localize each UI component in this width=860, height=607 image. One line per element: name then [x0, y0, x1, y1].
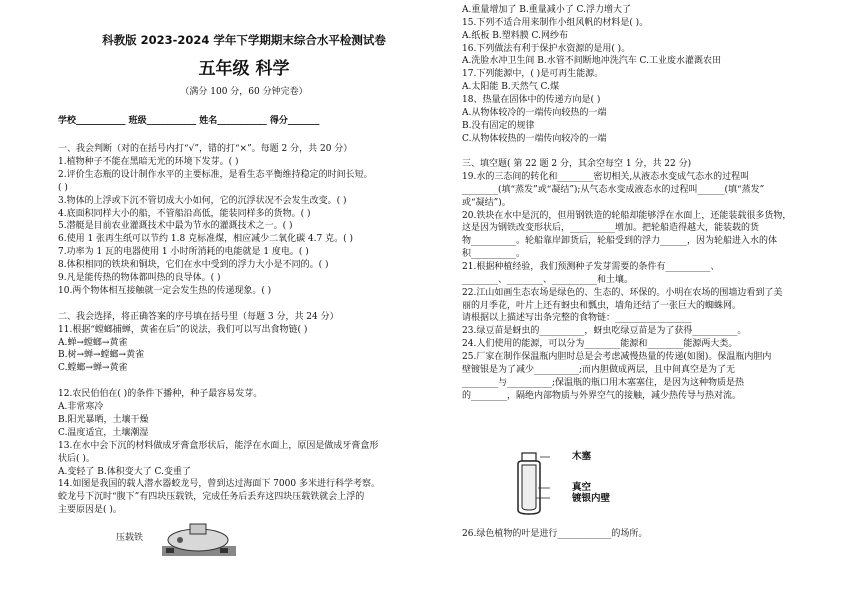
thermos-diagram [510, 452, 650, 522]
text-line: 二、我会选择，将正确答案的序号填在括号里（每题 3 分，共 24 分） [58, 311, 339, 322]
text-line: 14.如图是我国的载人潜水器蛟龙号，曾到达过海面下 7000 多米进行科学考察。 [58, 479, 380, 490]
text-line: A.纸板 B.塑料膜 C.网纱布 [462, 30, 568, 41]
student-info-line: 学校___________ 班级___________ 姓名___________ 得分_______ [58, 116, 320, 126]
text-line: ________(填“蒸发”或“凝结”);从气态水变成液态水的过程叫______(填“蒸发” [462, 184, 765, 195]
text-line: 积__________。 [462, 249, 526, 260]
text-line: 22.江山如画生态农场是绿色的、生态的、环保的。小明在农场的围墙边看到了美 [462, 287, 783, 298]
text-line: 25.厂家在制作保温瓶内胆时总是会考虑减慢热量的传递(如图)。保温瓶内胆内 [462, 351, 772, 362]
text-line: 主要原因是( )。 [58, 505, 122, 516]
text-line: 的________，隔绝内部物质与外界空气的接触，减少热传导与热对流。 [462, 390, 742, 401]
text-line: A.从物体较冷的一端传向较热的一端 [462, 107, 607, 118]
submersible-figure [116, 520, 236, 560]
text-line: 2.评价生态瓶的设计制作水平的主要标准，是看生态平衡维持稳定的时间长短。 [58, 169, 373, 180]
text-line: 15.下列不适合用来制作小组风帆的材料是( )。 [462, 17, 649, 28]
text-line: 12.农民伯伯在( )的条件下播种，种子最容易发芽。 [58, 389, 263, 400]
text-line: 24.人们使用的能源，可以分为________能源和________能源两大类。 [462, 339, 738, 350]
text-line: 10.两个物体相互接触就一定会发生热的传递现象。( ) [58, 285, 272, 296]
label-silvered-wall: 镀银内壁 [572, 493, 611, 504]
label-wooden-plug: 木塞 [572, 451, 592, 462]
text-line: C.螳螂→蝉→黄雀 [58, 363, 128, 374]
text-line: A.重量增加了 B.重量减小了 C.浮力增大了 [462, 5, 631, 15]
text-line: C.从物体较热的一端传向较冷的一端 [462, 133, 607, 144]
thermos-flask-icon [510, 452, 550, 516]
text-line: 蛟龙号下沉时“腹下”有四块压载铁，完成任务后丢弃这四块压载铁就会上浮的 [58, 492, 365, 503]
text-line: ________与__________;保温瓶的瓶口用木塞塞住，是因为这种物质是热 [462, 377, 745, 388]
label-vacuum: 真空 [572, 482, 592, 493]
text-line: B.阳光暴晒，土壤干燥 [58, 414, 149, 425]
text-line: 三、填空题( 第 22 题 2 分，其余空每空 1 分，共 22 分) [462, 159, 692, 170]
text-line: 8.体积相同的铁块和铜块，它们在水中受到的浮力大小是不同的。( ) [58, 260, 329, 271]
text-line: 5.潜艇是目前农业灌溉技术中最为节水的灌溉技术之一。( ) [58, 221, 293, 232]
text-line: 1.植物种子不能在黑暗无光的环境下发芽。( ) [58, 156, 239, 167]
text-line: ________、________、__________和土壤。 [462, 274, 634, 285]
text-line: 或“凝结”)。 [462, 197, 511, 208]
text-line: 状后( )。 [58, 453, 95, 464]
text-line: A.蝉→螳螂→黄雀 [58, 337, 128, 348]
text-line: 19.水的三态间的转化和________密切相关,从液态水变成气态水的过程叫 [462, 172, 750, 183]
text-line: C.温度适宜，土壤潮湿 [58, 427, 149, 438]
text-line: 13.在水中会下沉的材料做成牙膏盒形状后，能浮在水面上，原因是做成牙膏盒形 [58, 440, 379, 451]
question-26: 26.绿色植物的叶是进行____________的场所。 [462, 529, 648, 539]
text-line: 这是因为钢铁改变形状后，__________增加。把轮船造得越大，能装载的货 [462, 223, 760, 234]
text-line: 请根据以上描述写出条完整的食物链：_________________ [462, 313, 692, 324]
text-line: 3.物体的上浮或下沉不管切成大小如何，它的沉浮状况不会发生改变。( ) [58, 195, 347, 206]
text-line: 17.下列能源中，( )是可再生能源。 [462, 69, 604, 80]
text-line: ( ) [58, 182, 68, 193]
text-line: A.太阳能 B.天然气 C.煤 [462, 82, 559, 93]
text-line: A.非常寒冷 [58, 402, 104, 412]
text-line: 21.根据种植经验，我们预测种子发芽需要的条件有__________、 [462, 262, 720, 272]
score-time-note: （满分 100 分，60 分钟完卷） [180, 87, 308, 97]
grade-subject: 五年级 科学 [198, 59, 290, 79]
exam-title: 科教版 2023-2024 学年下学期期末综合水平检测试卷 [102, 33, 386, 47]
text-line: 4.底面积同样大小的船，不管船沿高低，能装同样多的货物。( ) [58, 208, 311, 219]
text-line: 壁镀银是为了减少__________;而内胆做成两层，且中间真空是为了无 [462, 364, 736, 375]
text-line: 18、热量在固体中的传递方向是( ) [462, 94, 601, 105]
text-line: 物__________。轮船靠岸卸货后，轮船受到的浮力______，因为轮船进入水的体 [462, 236, 778, 247]
text-line: 一、我会判断（对的在括号内打“√”，错的打“×”。每题 2 分，共 20 分） [58, 144, 353, 154]
text-line: 丽的月季花，叶片上还有蚜虫和瓢虫，墙角还结了一张巨大的蜘蛛网。 [462, 300, 742, 311]
text-line: 6.使用 1 张再生纸可以节约 1.8 克标准煤，相应减少二氧化碳 4.7 克。( ) [58, 234, 353, 245]
text-line: B.树→蝉→螳螂→黄雀 [58, 350, 145, 361]
text-line: B.没有固定的规律 [462, 120, 535, 131]
text-line: 11.根据“螳螂捕蝉，黄雀在后”的说法，我们可以写出食物链( ) [58, 324, 308, 335]
text-line: 9.凡是能传热的物体都叫热的良导体。( ) [58, 273, 221, 283]
submersible-icon [160, 518, 240, 560]
text-line: A.洗脸水冲卫生间 B.水管不间断地冲洗汽车 C.工业废水灌溉农田 [462, 56, 721, 67]
text-line: 20.铁块在水中是沉的，但用钢铁造的轮船却能够浮在水面上，还能装载很多货物， [462, 210, 792, 221]
text-line: 16.下列做法有利于保护水资源的是用( )。 [462, 43, 631, 54]
text-line: A.变轻了 B.体积变大了 C.变重了 [58, 466, 191, 477]
text-line: 23.绿豆苗是蚜虫的__________，蚜虫吃绿豆苗是为了获得__________。 [462, 326, 747, 337]
ballast-label: 压载铁 [116, 533, 144, 543]
text-line: 7.功率为 1 瓦的电器使用 1 小时所消耗的电能就是 1 度电。( ) [58, 247, 309, 258]
